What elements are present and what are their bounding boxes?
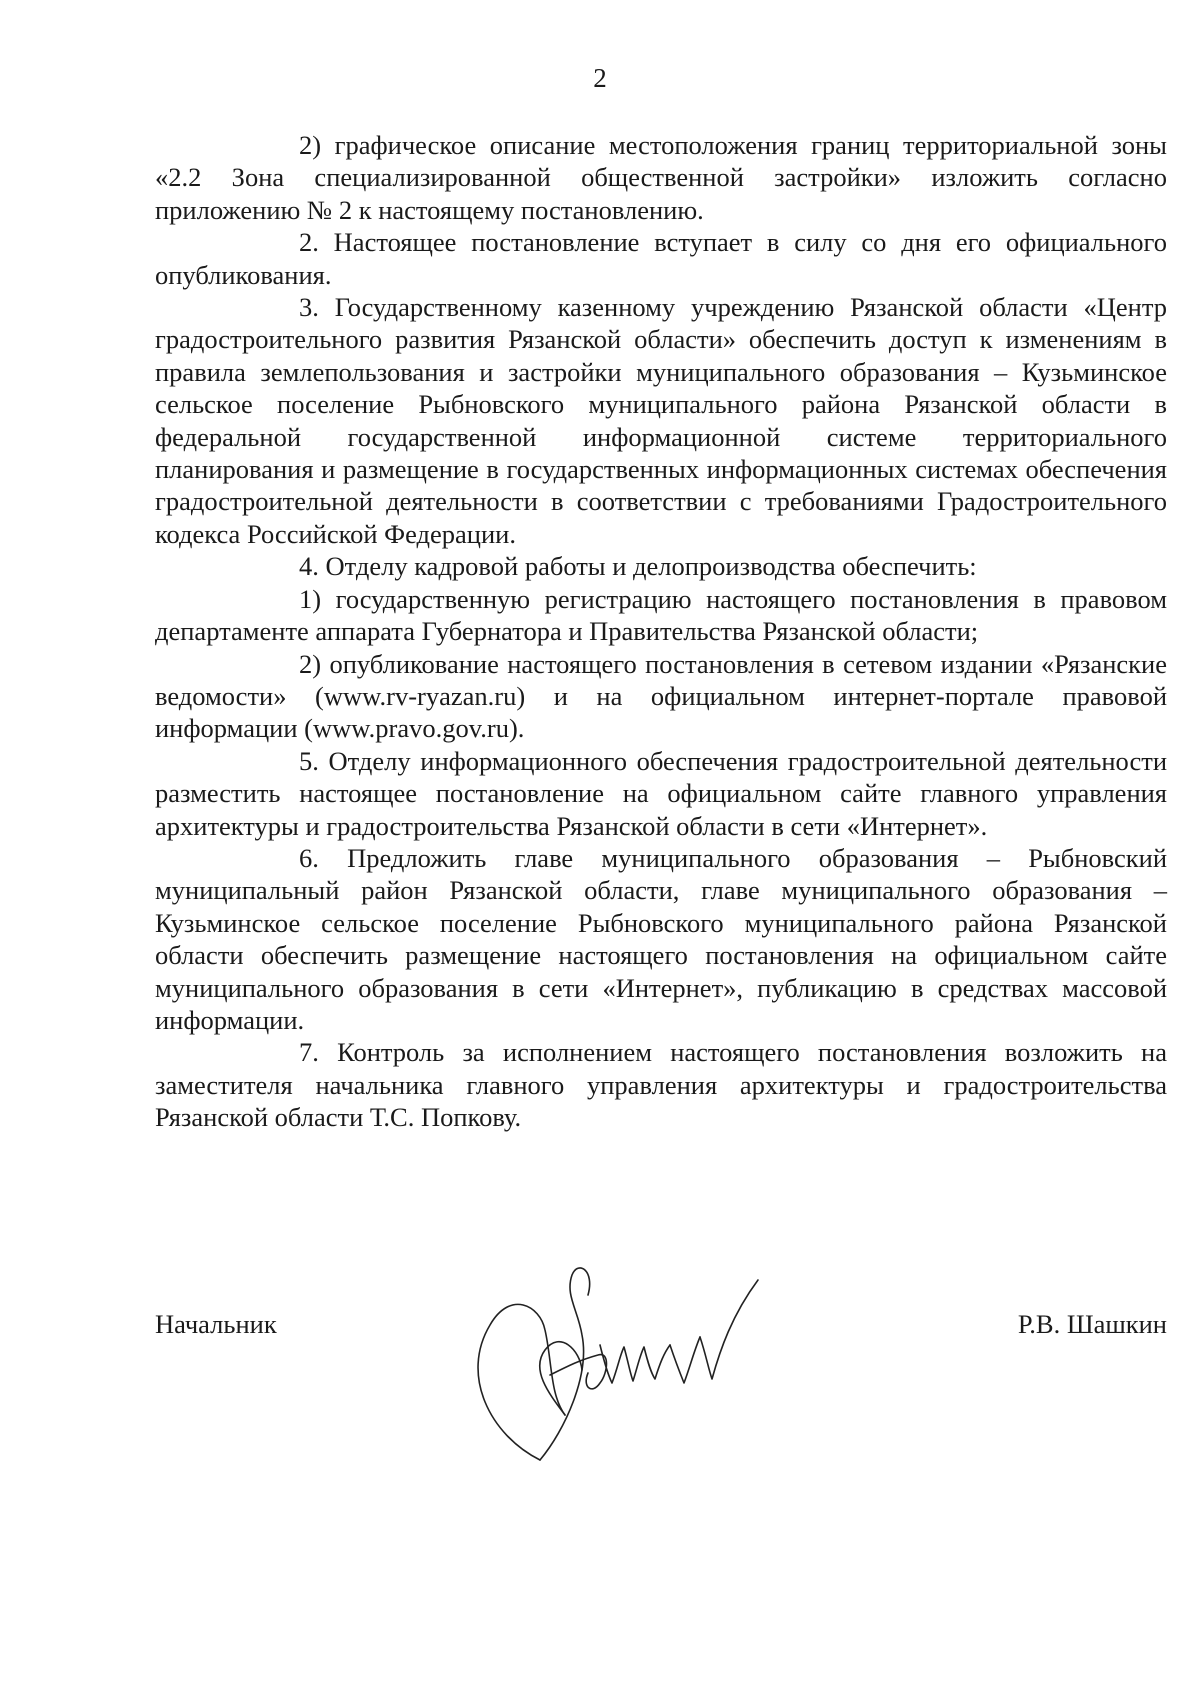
paragraph-number: 1) — [299, 583, 322, 614]
page-number: 2 — [593, 63, 607, 93]
paragraph-text: Настоящее постановление вступает в силу со дня его официального опубликования. — [155, 227, 1167, 290]
paragraph-number: 2) — [299, 130, 322, 160]
handwritten-signature — [470, 1255, 790, 1465]
paragraph-5-information-department — [155, 745, 1167, 842]
paragraph-2-effective-date — [155, 226, 1167, 291]
paragraph-number: 3. — [299, 292, 319, 323]
paragraph-text: государственную регистрацию настоящего постановления в правовом департаменте аппарата Губернатора и Правительства Рязанской области; — [155, 583, 1167, 647]
paragraph-text: графическое описание местоположения границ территориальной зоны «2.2 Зона специализированной общественной застройки» изложить согласно приложению № 2 к настоящему постановлению. — [155, 130, 1167, 225]
paragraph-7-control — [155, 1036, 1167, 1133]
paragraph-item-2-publication — [155, 648, 1167, 745]
paragraph-4-personnel-department — [155, 550, 1167, 582]
paragraph-text: Предложить главе муниципального образования – Рыбновский муниципальный район Рязанской области, главе муниципального образования – Кузьминское сельское поселение Рыбновского муниципального района Рязанской области обеспечить размещение настоящего постановления на официальном сайте муниципального образования в сети «Интернет», публикацию в средствах массовой информации. — [155, 842, 1168, 1035]
document-body — [155, 129, 1167, 1134]
signatory-title: Начальник — [155, 1309, 277, 1339]
paragraph-number: 6. — [299, 842, 319, 873]
paragraph-item-2-graphic — [155, 129, 1167, 226]
paragraph-number: 2. — [299, 227, 319, 258]
paragraph-text: Отделу информационного обеспечения градостроительной деятельности разместить настоящее постановление на официальном сайте главного управления архитектуры и градостроительства Рязанской области в сети «Интернет». — [155, 745, 1167, 841]
paragraph-3-state-institution — [155, 291, 1167, 550]
paragraph-number: 2) — [299, 648, 322, 679]
paragraph-text: Отделу кадровой работы и делопроизводства обеспечить: — [325, 551, 977, 582]
paragraph-number: 7. — [299, 1037, 319, 1068]
signatory-name: Р.В. Шашкин — [1017, 1309, 1167, 1339]
paragraph-item-1-registration — [155, 583, 1167, 648]
paragraph-6-municipal-heads — [155, 842, 1167, 1036]
paragraph-text: Государственному казенному учреждению Рязанской области «Центр градостроительного развития Рязанской области» обеспечить доступ к изменениям в правила землепользования и застройки муниципального образования – Кузьминское сельское поселение Рыбновского муниципального района Рязанской области в федеральной государственной информационной системе территориального планирования и размещение в государственных информационных системах обеспечения градостроительной деятельности в соответствии с требованиями Градостроительного кодекса Российской Федерации. — [155, 292, 1168, 549]
paragraph-number: 5. — [299, 745, 319, 776]
paragraph-number: 4. — [299, 551, 319, 582]
paragraph-text: опубликование настоящего постановления в сетевом издании «Рязанские ведомости» (www.rv-ryazan.ru) и на официальном интернет-портале правовой информации (www.pravo.gov.ru). — [155, 648, 1167, 744]
paragraph-text: Контроль за исполнением настоящего постановления возложить на заместителя начальника главного управления архитектуры и градостроительства Рязанской области Т.С. Попкову. — [155, 1037, 1167, 1133]
